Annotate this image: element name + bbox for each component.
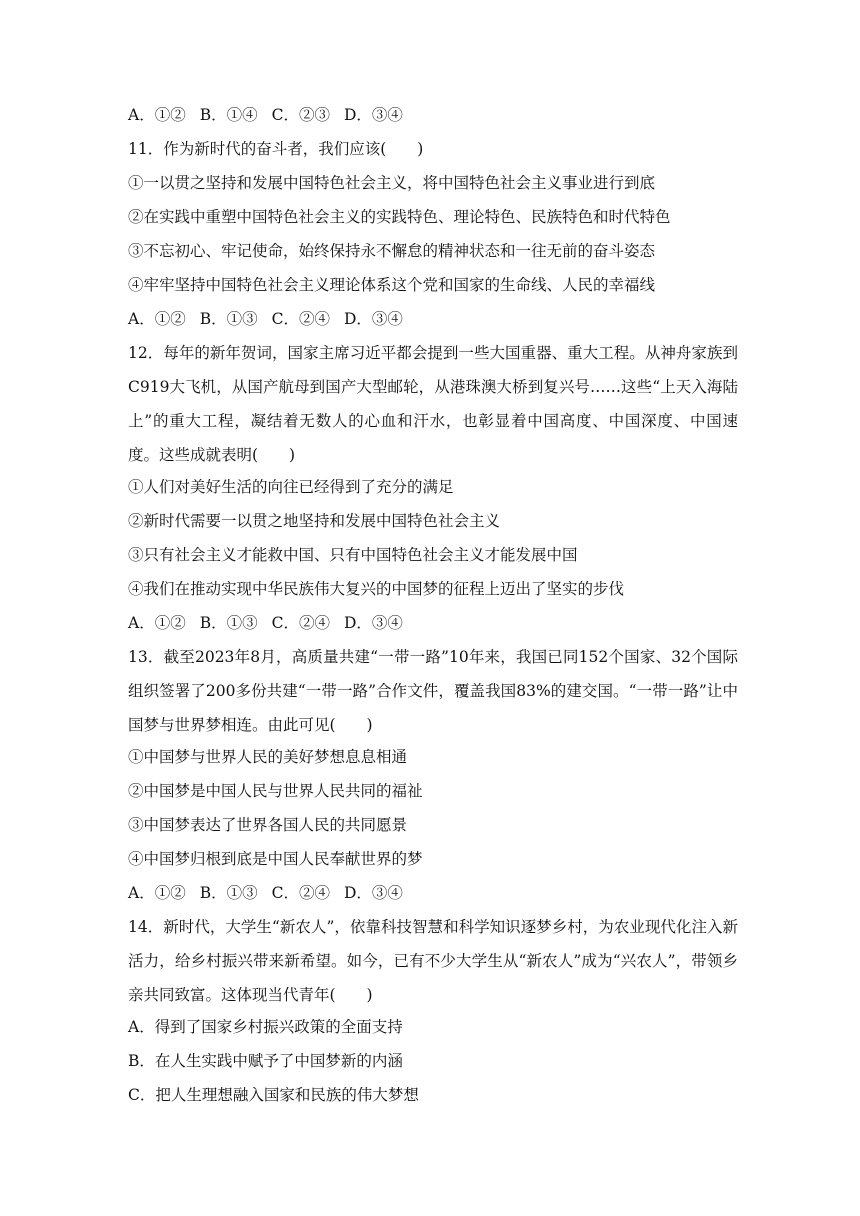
q12-options (128, 612, 417, 634)
q11-option-b: B．①③ (199, 310, 258, 328)
q11-options (128, 308, 417, 330)
q11-option-c: C．②④ (271, 310, 330, 328)
q10-option-c: C．②③ (271, 106, 330, 124)
q12-item-1: ①人们对美好生活的向往已经得到了充分的满足 (128, 478, 454, 496)
q13-options (128, 882, 417, 904)
q12-stem: 12．每年的新年贺词，国家主席习近平都会提到一些大国重器、重大工程。从神舟家族到C919大飞机，从国产航母到国产大型邮轮，从港珠澳大桥到复兴号……这些“上天入海陆上”的重大工程，凝结着无数人的心血和汗水，也彰显着中国高度、中国深度、中国速度。这些成就表明( ) (128, 344, 738, 464)
q10-options (128, 104, 417, 126)
q13-item-3: ③中国梦表达了世界各国人民的共同愿景 (128, 816, 408, 834)
q13-option-c: C．②④ (271, 884, 330, 902)
q11-option-a: A．①② (128, 310, 186, 328)
q12-option-d: D．③④ (343, 614, 403, 632)
q13-option-d: D．③④ (343, 884, 403, 902)
q11-item-4: ④牢牢坚持中国特色社会主义理论体系这个党和国家的生命线、人民的幸福线 (128, 276, 656, 294)
q13-item-4: ④中国梦归根到底是中国人民奉献世界的梦 (128, 850, 423, 868)
q13-stem: 13．截至2023年8月，高质量共建“一带一路”10年来，我国已同152个国家、32个国际组织签署了200多份共建“一带一路”合作文件，覆盖我国83%的建交国。“一带一路”让中国梦与世界梦相连。由此可见( ) (128, 648, 738, 734)
q11-option-d: D．③④ (343, 310, 403, 328)
q14-choice-c: C．把人生理想融入国家和民族的伟大梦想 (128, 1086, 419, 1104)
q12-option-a: A．①② (128, 614, 186, 632)
q14-choice-a: A．得到了国家乡村振兴政策的全面支持 (128, 1018, 403, 1036)
q11-stem: 11．作为新时代的奋斗者，我们应该( ) (128, 140, 424, 158)
q12-item-4: ④我们在推动实现中华民族伟大复兴的中国梦的征程上迈出了坚实的步伐 (128, 580, 625, 598)
q10-option-a: A．①② (128, 106, 186, 124)
q12-item-2: ②新时代需要一以贯之地坚持和发展中国特色社会主义 (128, 512, 501, 530)
q14-stem: 14．新时代，大学生“新农人”，依靠科技智慧和科学知识逐梦乡村，为农业现代化注入新活力，给乡村振兴带来新希望。如今，已有不少大学生从“新农人”成为“兴农人”，带领乡亲共同致富。这体现当代青年( ) (128, 918, 738, 1004)
q12-option-c: C．②④ (271, 614, 330, 632)
q11-item-1: ①一以贯之坚持和发展中国特色社会主义，将中国特色社会主义事业进行到底 (128, 174, 656, 192)
q13-option-a: A．①② (128, 884, 186, 902)
q13-option-b: B．①③ (199, 884, 258, 902)
q12-option-b: B．①③ (199, 614, 258, 632)
q13-item-2: ②中国梦是中国人民与世界人民共同的福祉 (128, 782, 423, 800)
q10-option-b: B．①④ (199, 106, 258, 124)
q14-choice-b: B．在人生实践中赋予了中国梦新的内涵 (128, 1052, 403, 1070)
q11-item-2: ②在实践中重塑中国特色社会主义的实践特色、理论特色、民族特色和时代特色 (128, 208, 671, 226)
q11-item-3: ③不忘初心、牢记使命，始终保持永不懈怠的精神状态和一往无前的奋斗姿态 (128, 242, 656, 260)
q12-item-3: ③只有社会主义才能救中国、只有中国特色社会主义才能发展中国 (128, 546, 578, 564)
q13-item-1: ①中国梦与世界人民的美好梦想息息相通 (128, 748, 408, 766)
q10-option-d: D．③④ (343, 106, 403, 124)
